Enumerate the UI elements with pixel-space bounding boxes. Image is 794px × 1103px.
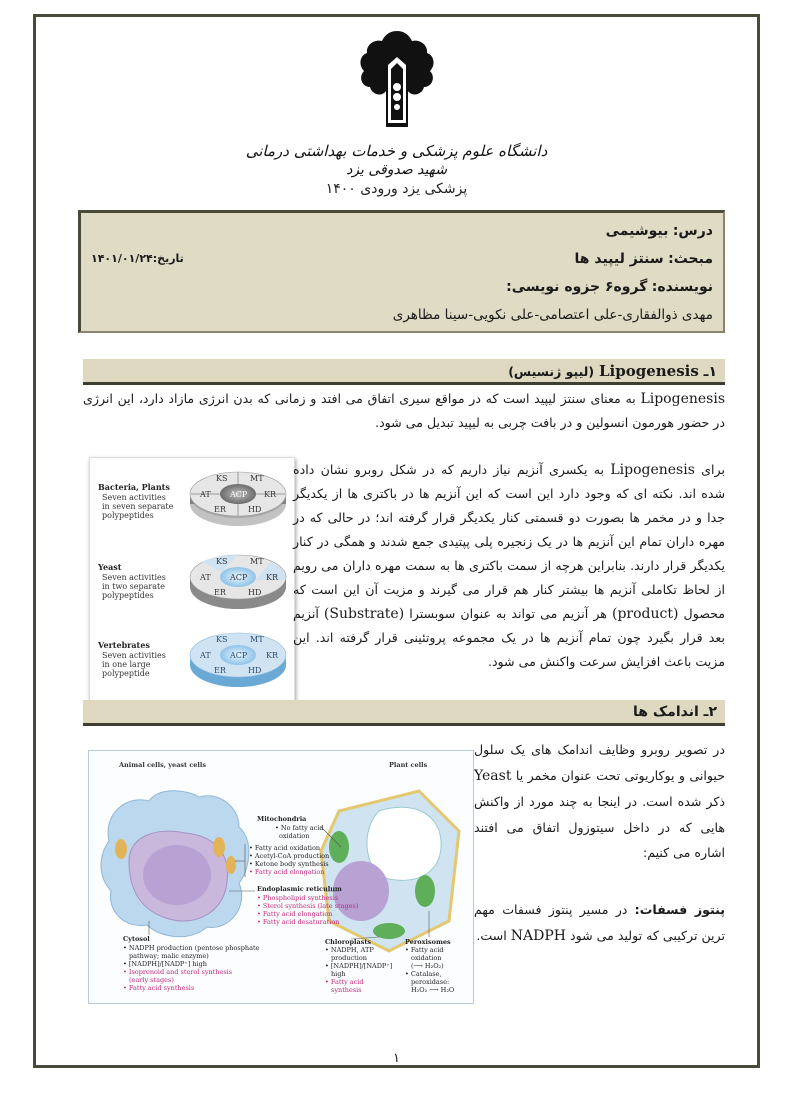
p2-text-d: آنزیم بعد قرار بگیرد چون تمام آنزیم ها در یک مجموعه پروتئینی قرار گرفته اند. این مزیت باعث افزایش سرعت واکنش می شود.: [293, 606, 725, 669]
fas-figure: [89, 457, 295, 709]
svg-text:production: production: [331, 954, 367, 962]
svg-text:HD: HD: [248, 505, 262, 514]
svg-text:• Fatty acid desaturation: • Fatty acid desaturation: [257, 918, 340, 926]
svg-text:MT: MT: [250, 557, 264, 566]
p2-text-c: هر آنزیم می تواند به عنوان سوبسترا: [404, 606, 612, 621]
term-product: (product): [612, 606, 679, 622]
topic-label: مبحث:: [668, 251, 713, 267]
term-yeast: Yeast: [474, 767, 512, 784]
svg-text:polypeptides: polypeptides: [102, 591, 154, 600]
svg-text:ACP: ACP: [230, 490, 248, 499]
svg-text:• Fatty acid oxidation: • Fatty acid oxidation: [249, 844, 321, 852]
svg-text:KR: KR: [266, 573, 278, 582]
svg-text:• [NADPH]/[NADP⁺]: • [NADPH]/[NADP⁺]: [325, 962, 393, 970]
svg-text:ACP: ACP: [230, 573, 248, 582]
s2-text-b: ذکر شده است. در اینجا به چند مورد از واکنش هایی که در داخل سیتوزول اتفاق می افتند اشاره می کنیم:: [474, 794, 725, 860]
svg-text:• Fatty acid: • Fatty acid: [405, 946, 444, 954]
svg-text:Bacteria, Plants: Bacteria, Plants: [98, 482, 170, 492]
svg-text:HD: HD: [248, 666, 262, 675]
svg-text:HD: HD: [248, 588, 262, 597]
course-label: درس:: [672, 223, 713, 239]
svg-text:ACP: ACP: [230, 651, 248, 660]
svg-text:• Ketone body synthesis: • Ketone body synthesis: [249, 860, 329, 868]
svg-text:high: high: [331, 970, 346, 978]
term-nadph: NADPH: [510, 927, 566, 944]
svg-text:Seven activities: Seven activities: [102, 493, 166, 502]
svg-text:KS: KS: [216, 635, 228, 644]
svg-text:peroxidase:: peroxidase:: [411, 978, 450, 986]
svg-text:AT: AT: [200, 573, 211, 582]
svg-text:H₂O₂ ⟶ H₂O: H₂O₂ ⟶ H₂O: [411, 986, 455, 994]
university-logo-icon: [352, 27, 442, 137]
section2-title: اندامک ها: [632, 704, 699, 720]
university-subname: شهید صدوقی یزد: [346, 162, 447, 178]
section1-heading: [83, 359, 725, 385]
svg-text:• Fatty acid elongation: • Fatty acid elongation: [257, 910, 333, 918]
section1-intro: [83, 387, 725, 435]
svg-text:in two separate: in two separate: [102, 582, 165, 591]
fas-diagram: [90, 458, 294, 708]
svg-text:polypeptides: polypeptides: [102, 511, 154, 520]
svg-text:oxidation: oxidation: [411, 954, 442, 962]
pentose-phosphate-label: پنتوز فسفات:: [634, 902, 725, 917]
svg-text:Endoplasmic reticulum: Endoplasmic reticulum: [257, 885, 342, 893]
disk-vertebrates: [97, 633, 286, 687]
entry-year: پزشکی یزد ورودی ۱۴۰۰: [325, 181, 468, 197]
course-value: بیوشیمی: [605, 223, 669, 239]
svg-text:in one large: in one large: [102, 660, 151, 669]
svg-text:Plant cells: Plant cells: [389, 761, 428, 769]
s2-text-a: در تصویر روبرو وظایف اندامک های یک سلول حیوانی و یوکاریوتی تحت عنوان مخمر یا: [474, 742, 725, 783]
section1-body: [293, 458, 725, 674]
svg-text:• Fatty acid: • Fatty acid: [325, 978, 364, 986]
svg-text:oxidation: oxidation: [279, 832, 310, 840]
svg-text:AT: AT: [200, 490, 211, 499]
term-lipogenesis: Lipogenesis: [640, 391, 725, 407]
date: تاریخ:۱۴۰۱/۰۱/۲۴: [91, 252, 184, 265]
term-substrate: (Substrate): [323, 606, 405, 622]
svg-text:ER: ER: [214, 666, 226, 675]
topic-value: سنتز لیپید ها: [574, 251, 664, 267]
svg-text:KR: KR: [264, 490, 276, 499]
svg-text:(⟶ H₂O₂): (⟶ H₂O₂): [411, 962, 444, 970]
svg-text:pathway; malic enzyme): pathway; malic enzyme): [129, 952, 209, 960]
svg-text:• [NADPH]/[NADP⁺] high: • [NADPH]/[NADP⁺] high: [123, 960, 207, 968]
svg-text:• Phospholipid synthesis: • Phospholipid synthesis: [257, 894, 339, 902]
pp-text-b: است.: [476, 927, 511, 943]
svg-text:KS: KS: [216, 474, 228, 483]
section2-body: [474, 737, 725, 866]
svg-text:KS: KS: [216, 557, 228, 566]
svg-text:Seven activities: Seven activities: [102, 573, 166, 582]
author-row: [91, 273, 713, 301]
svg-text:Yeast: Yeast: [98, 562, 122, 572]
svg-text:Mitochondria: Mitochondria: [257, 815, 307, 823]
svg-text:Vertebrates: Vertebrates: [98, 640, 150, 650]
section1-title-latin: Lipogenesis: [598, 362, 699, 380]
svg-text:synthesis: synthesis: [331, 986, 362, 994]
info-box: [78, 210, 725, 333]
section2-number: ۲ـ: [703, 704, 717, 720]
author-label: نویسنده:: [651, 279, 713, 295]
svg-text:Chloroplasts: Chloroplasts: [325, 938, 372, 946]
svg-text:polypeptide: polypeptide: [102, 669, 150, 678]
svg-text:• NADPH, ATP: • NADPH, ATP: [325, 946, 374, 954]
course-row: [91, 217, 713, 245]
pentose-phosphate-paragraph: [474, 897, 725, 949]
svg-text:ER: ER: [214, 588, 226, 597]
svg-text:• Fatty acid elongation: • Fatty acid elongation: [249, 868, 325, 876]
organelles-diagram: [89, 751, 473, 1003]
svg-text:• No fatty acid: • No fatty acid: [275, 824, 324, 832]
svg-text:• Sterol synthesis (late stage: • Sterol synthesis (late stages): [257, 902, 359, 910]
page-number: ۱: [393, 1051, 400, 1066]
svg-text:Animal cells, yeast cells: Animal cells, yeast cells: [119, 761, 207, 769]
section2-heading: [83, 700, 725, 726]
disk-yeast: [97, 555, 286, 609]
author-value: گروه۶ جزوه نویسی:: [506, 279, 648, 295]
svg-text:• Acetyl-CoA production: • Acetyl-CoA production: [249, 852, 330, 860]
svg-text:AT: AT: [200, 651, 211, 660]
term-lipogenesis-2: Lipogenesis: [610, 462, 695, 478]
svg-text:• Fatty acid synthesis: • Fatty acid synthesis: [123, 984, 195, 992]
svg-text:Seven activities: Seven activities: [102, 651, 166, 660]
intro-text: به معنای سنتز لیپید است که در مواقع سیری اتفاق می افتد و زمانی که بدن انرژی مازاد دارد، این انرژی در حضور هورمون انسولین و در بافت چربی به لیپید تبدیل می شود.: [83, 391, 725, 430]
svg-text:Cytosol: Cytosol: [123, 935, 150, 943]
section1-title-fa: (لیپو ژنسیس): [508, 364, 595, 379]
svg-text:ER: ER: [214, 505, 226, 514]
svg-text:(early stages): (early stages): [129, 976, 174, 984]
p2-text-b: به یکسری آنزیم نیاز داریم که در شکل روبرو نشان داده شده اند. نکته ای که وجود دارد این است که این آنزیم ها در باکتری ها از یکدیگر جدا و در مخمر ها بصورت دو قسمتی کنار یکدیگر قرار گرفته اند؛ در حالی که در مهره داران تمام این آنزیم ها در یک زنجیره پلی پپتیدی جمع شدند و همگی در کنار یکدیگر قرار دارند. بنابراین هرچه از سمت باکتری ها به سمت مهره داران می رویم از لحاظ تکاملی آنزیم ها بیشتر کنار هم قرار می گیرند و مزیت آن این است که محصول: [293, 462, 725, 621]
p2-text-a: برای: [694, 462, 725, 477]
svg-text:• NADPH production (pentose ph: • NADPH production (pentose phosphate: [123, 944, 260, 952]
topic-row: [91, 245, 713, 273]
svg-text:MT: MT: [250, 474, 264, 483]
svg-text:Peroxisomes: Peroxisomes: [405, 938, 451, 946]
page-frame: [33, 14, 760, 1068]
pp-text-a: در مسیر پنتوز فسفات مهم ترین ترکیبی که تولید می شود: [474, 902, 725, 943]
svg-text:MT: MT: [250, 635, 264, 644]
university-name: دانشگاه علوم پزشکی و خدمات بهداشتی درمانی: [245, 142, 548, 160]
header: [36, 27, 757, 197]
disk-bacteria: [98, 472, 286, 526]
svg-text:• Isoprenoid and sterol synthe: • Isoprenoid and sterol synthesis: [123, 968, 233, 976]
svg-text:in seven separate: in seven separate: [102, 502, 174, 511]
svg-text:• Catalase,: • Catalase,: [405, 970, 442, 978]
section1-number: ۱ـ: [703, 364, 717, 380]
author-names: مهدی ذوالفقاری-علی اعتصامی-علی نکویی-سینا مظاهری: [392, 307, 713, 323]
organelles-figure: [88, 750, 474, 1004]
svg-text:KR: KR: [266, 651, 278, 660]
